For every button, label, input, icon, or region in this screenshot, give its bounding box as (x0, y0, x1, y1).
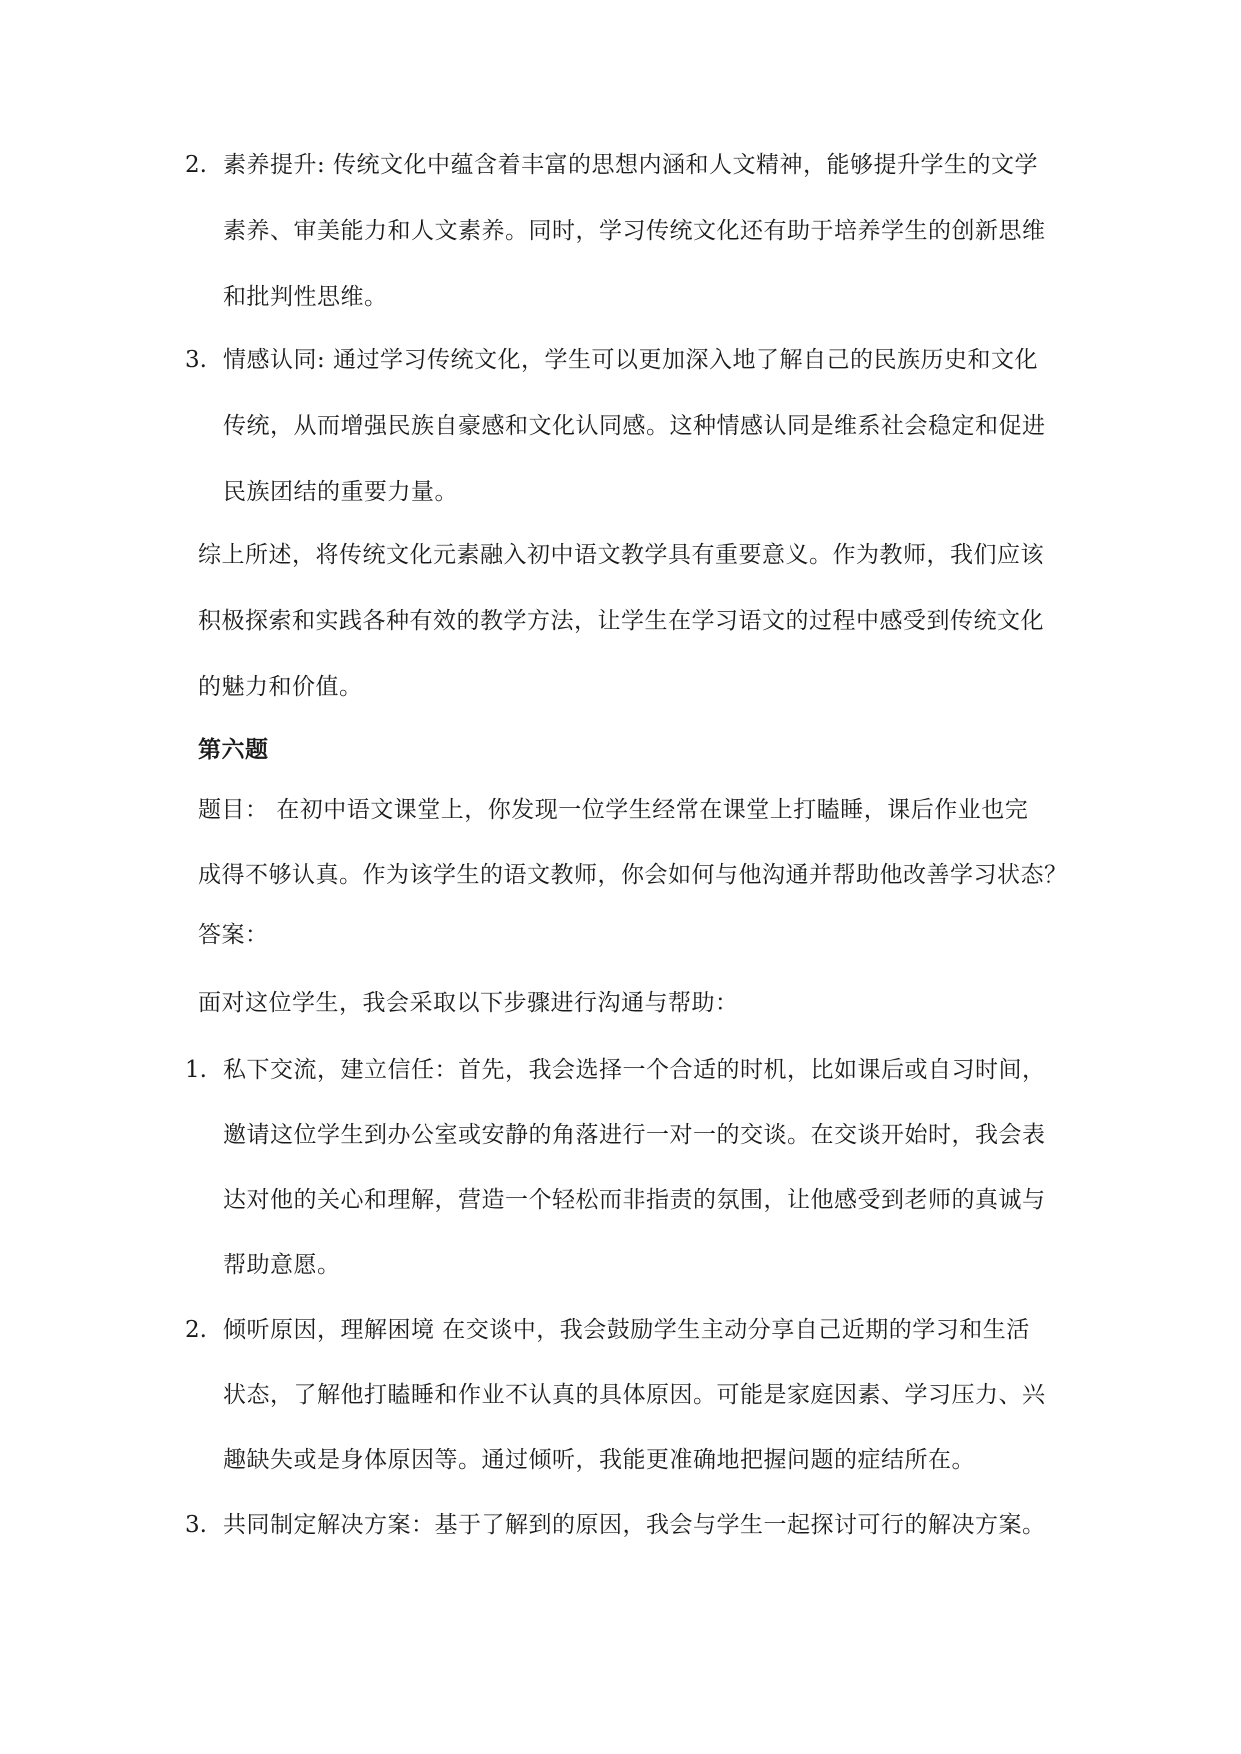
paragraph-line: 趣缺失或是身体原因等。通过倾听，我能更准确地把握问题的症结所在。 (223, 1447, 975, 1473)
paragraph-line: 邀请这位学生到办公室或安静的角落进行一对一的交谈。在交谈开始时，我会表 (223, 1122, 1046, 1148)
paragraph-line: 和批判性思维。 (223, 284, 388, 310)
paragraph-line: 私下交流，建立信任：首先，我会选择一个合适的时机，比如课后或自习时间， (223, 1057, 1046, 1083)
section-heading: 第六题 (198, 736, 269, 763)
summary-line: 积极探索和实践各种有效的教学方法，让学生在学习语文的过程中感受到传统文化 (198, 608, 1044, 634)
list-number: 2. (185, 152, 207, 178)
paragraph-line: 帮助意愿。 (223, 1252, 341, 1278)
paragraph-line: 素养、审美能力和人文素养。同时，学习传统文化还有助于培养学生的创新思维 (223, 218, 1046, 244)
list-number: 2. (185, 1317, 207, 1343)
paragraph-line: 情感认同: 通过学习传统文化，学生可以更加深入地了解自己的民族历史和文化 (223, 347, 1039, 373)
question-line: 成得不够认真。作为该学生的语文教师，你会如何与他沟通并帮助他改善学习状态？ (198, 862, 1068, 888)
paragraph-line: 共同制定解决方案：基于了解到的原因，我会与学生一起探讨可行的解决方案。 (223, 1512, 1046, 1538)
paragraph-line: 达对他的关心和理解，营造一个轻松而非指责的氛围，让他感受到老师的真诚与 (223, 1187, 1046, 1213)
question-line: 题目： 在初中语文课堂上，你发现一位学生经常在课堂上打瞌睡，课后作业也完 (198, 797, 1029, 823)
answer-label: 答案： (198, 922, 269, 948)
paragraph-line: 民族团结的重要力量。 (223, 479, 458, 505)
list-number: 3. (185, 347, 207, 373)
paragraph-line: 倾听原因，理解困境 在交谈中，我会鼓励学生主动分享自己近期的学习和生活 (223, 1317, 1030, 1343)
paragraph-line: 状态，了解他打瞌睡和作业不认真的具体原因。可能是家庭因素、学习压力、兴 (223, 1382, 1046, 1408)
summary-line: 综上所述，将传统文化元素融入初中语文教学具有重要意义。作为教师，我们应该 (198, 542, 1044, 568)
summary-line: 的魅力和价值。 (198, 674, 363, 700)
list-number: 3. (185, 1512, 207, 1538)
paragraph-line: 传统，从而增强民族自豪感和文化认同感。这种情感认同是维系社会稳定和促进 (223, 413, 1046, 439)
answer-intro: 面对这位学生，我会采取以下步骤进行沟通与帮助： (198, 990, 739, 1016)
list-number: 1. (185, 1057, 207, 1083)
paragraph-line: 素养提升: 传统文化中蕴含着丰富的思想内涵和人文精神，能够提升学生的文学 (223, 152, 1039, 178)
